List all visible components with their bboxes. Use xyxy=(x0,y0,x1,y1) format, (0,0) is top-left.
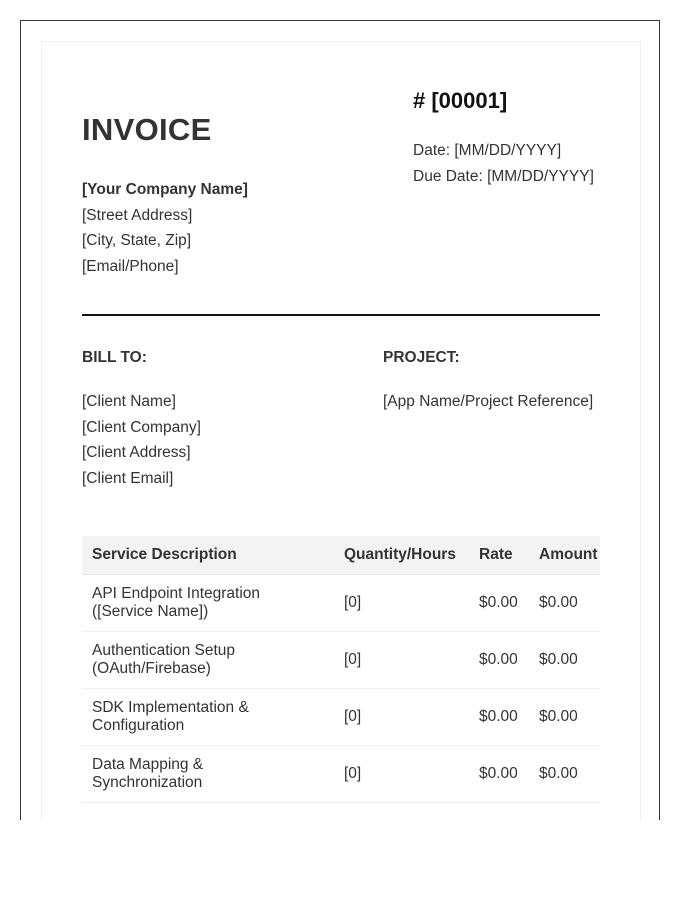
row-description-line-1: API Endpoint Integration xyxy=(92,585,261,602)
row-description-line-2: ([Service Name]) xyxy=(92,603,209,620)
table-row xyxy=(82,746,600,803)
company-info xyxy=(82,177,248,279)
header-service-description: Service Description xyxy=(82,536,334,575)
invoice-sheet xyxy=(41,41,641,820)
row-description-line-1: Authentication Setup xyxy=(92,642,236,659)
row-amount: $0.00 xyxy=(529,575,600,632)
client-email: [Client Email] xyxy=(82,469,174,487)
table-row xyxy=(82,575,600,632)
row-rate: $0.00 xyxy=(469,575,529,632)
client-address: [Client Address] xyxy=(82,444,191,461)
client-name: [Client Name] xyxy=(82,393,176,410)
company-name: [Your Company Name] xyxy=(82,181,248,198)
row-description-line-2: Configuration xyxy=(92,717,185,734)
row-description xyxy=(82,575,334,632)
row-rate: $0.00 xyxy=(469,746,529,803)
row-description xyxy=(82,632,334,689)
client-company: [Client Company] xyxy=(82,418,201,436)
row-description xyxy=(82,689,334,746)
row-quantity: [0] xyxy=(334,689,469,746)
services-table xyxy=(82,536,600,803)
invoice-page-frame xyxy=(20,20,660,820)
row-amount: $0.00 xyxy=(529,632,600,689)
row-amount: $0.00 xyxy=(529,746,600,803)
row-description-line-2: Synchronization xyxy=(92,774,203,791)
client-info xyxy=(82,389,201,491)
invoice-due-date: Due Date: [MM/DD/YYYY] xyxy=(413,168,594,185)
project-reference: [App Name/Project Reference] xyxy=(383,393,594,410)
row-description-line-1: SDK Implementation & xyxy=(92,699,249,716)
invoice-date: Date: [MM/DD/YYYY] xyxy=(413,142,562,159)
company-city: [City, State, Zip] xyxy=(82,232,192,249)
header-quantity: Quantity/Hours xyxy=(334,536,469,575)
project-label: PROJECT: xyxy=(383,349,460,366)
company-street: [Street Address] xyxy=(82,206,193,224)
table-row xyxy=(82,632,600,689)
row-description-line-1: Data Mapping & xyxy=(92,756,204,773)
table-header-row xyxy=(82,536,600,575)
row-description-line-2: (OAuth/Firebase) xyxy=(92,660,211,677)
header-divider xyxy=(82,314,600,316)
row-amount: $0.00 xyxy=(529,689,600,746)
row-description xyxy=(82,746,334,803)
row-rate: $0.00 xyxy=(469,632,529,689)
invoice-title: INVOICE xyxy=(82,112,212,147)
bill-to-label: BILL TO: xyxy=(82,349,147,366)
company-contact: [Email/Phone] xyxy=(82,257,179,275)
row-rate: $0.00 xyxy=(469,689,529,746)
invoice-number: # [00001] xyxy=(413,88,508,113)
row-quantity: [0] xyxy=(334,746,469,803)
invoice-dates xyxy=(413,138,594,190)
table-row xyxy=(82,689,600,746)
row-quantity: [0] xyxy=(334,632,469,689)
header-amount: Amount xyxy=(529,536,600,575)
header-rate: Rate xyxy=(469,536,529,575)
row-quantity: [0] xyxy=(334,575,469,632)
